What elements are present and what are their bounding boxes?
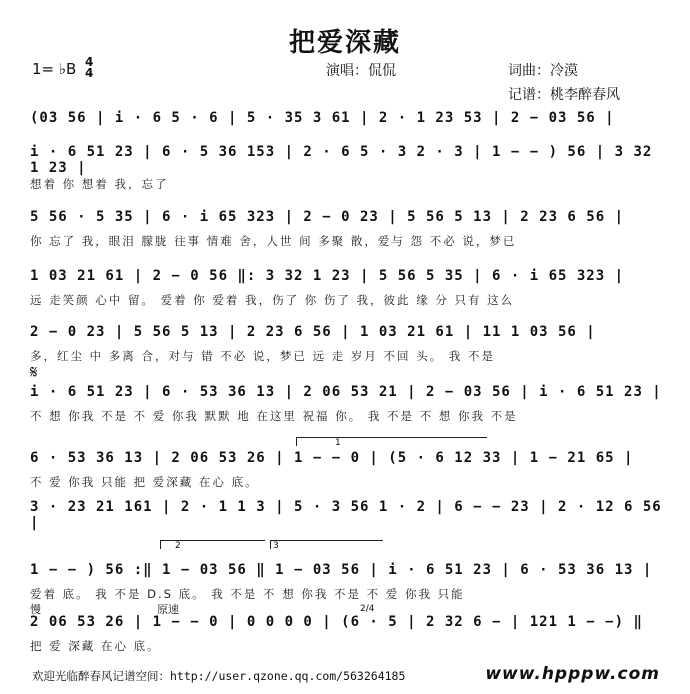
notation-row: 5 56 · 5 35 | 6 · i 65 323 | 2 − 0 23 | 5 56 5 13 | 2 23 6 56 | <box>30 209 625 225</box>
notation-row: 2 − 0 23 | 5 56 5 13 | 2 23 6 56 | 1 03 21 61 | 11 1 03 56 | <box>30 324 596 340</box>
lyric-row: 远 走笑颜 心中 留。 爱着 你 爱着 我，伤了 你 伤了 我，彼此 缘 分 只有 这么 <box>30 293 515 307</box>
lyric-row: 把 爱 深藏 在心 底。 <box>30 639 161 653</box>
lyric-row: 想着 你 想着 我，忘了 <box>30 177 169 191</box>
lyric-row: 多，红尘 中 多离 合，对与 错 不必 说，梦已 远 走 岁月 不回 头。 我 不是 <box>30 349 496 363</box>
notation-row: i · 6 51 23 | 6 · 53 36 13 | 2 06 53 21 | 2 − 03 56 | i · 6 51 23 | <box>30 384 662 400</box>
volta-1-label: 1 <box>335 438 341 448</box>
composer-credit: 词曲：冷漠 <box>508 63 578 79</box>
notation-row: 1 − − ) 56 :‖ 1 − 03 56 ‖ 1 − 03 56 | i · 6 51 23 | 6 · 53 36 13 | <box>30 562 653 578</box>
song-title: 把爱深藏 <box>288 28 401 58</box>
time-change-mark: 2/4 <box>360 604 375 614</box>
notation-row: 2 06 53 26 | 1 − − 0 | 0 0 0 0 | (6 · 5 | 2 32 6 − | 121 1 − −) ‖ <box>30 614 643 630</box>
tempo-orig-mark: 原速 <box>157 603 179 616</box>
notation-row: 6 · 53 36 13 | 2 06 53 26 | 1 − − 0 | (5 · 6 12 33 | 1 − 21 65 | <box>30 450 634 466</box>
watermark: www.hpppw.com <box>485 664 660 684</box>
notation-row: 3 · 23 21 161 | 2 · 1 1 3 | 5 · 3 56 1 · 2 | 6 − − 23 | 2 · 12 6 56 | <box>30 499 662 531</box>
lyric-row: 不 想 你我 不是 不 爱 你我 默默 地 在这里 祝福 你。 我 不是 不 想 你我 不是 <box>30 409 518 423</box>
meter-top: 4 <box>85 55 94 69</box>
lyric-row: 你 忘了 我，眼泪 朦胧 往事 情难 舍，人世 间 多聚 散，爱与 怨 不必 说，梦已 <box>30 234 517 248</box>
notation-row: 1 03 21 61 | 2 − 0 56 ‖: 3 32 1 23 | 5 56 5 35 | 6 · i 65 323 | <box>30 268 625 284</box>
volta-2-label: 2 <box>175 541 181 551</box>
segno-icon: 𝄋 <box>30 362 38 383</box>
transcriber-credit: 记谱：桃李醉春风 <box>508 87 620 103</box>
notation-row: (03 56 | i · 6 5 · 6 | 5 · 35 3 61 | 2 · 1 23 53 | 2 − 03 56 | <box>30 110 615 126</box>
lyric-row: 爱着 底。 我 不是 D.S 底。 我 不是 不 想 你我 不是 不 爱 你我 只能 <box>30 587 465 601</box>
key-signature: 1= ♭B <box>32 60 77 78</box>
time-signature <box>85 57 93 79</box>
slow-mark: 慢 <box>30 603 41 616</box>
singer-credit: 演唱：侃侃 <box>326 63 396 79</box>
meter-bottom: 4 <box>85 66 94 80</box>
notation-row: i · 6 51 23 | 6 · 5 36 153 | 2 · 6 5 · 3 2 · 3 | 1 − − ) 56 | 3 32 1 23 | <box>30 144 653 176</box>
volta-3 <box>270 540 383 549</box>
footer-text: 欢迎光临醉春风记谱空间：http://user.qzone.qq.com/563264185 <box>32 669 406 683</box>
volta-3-label: 3 <box>273 541 279 551</box>
volta-2 <box>160 540 265 549</box>
lyric-row: 不 爱 你我 只能 把 爱深藏 在心 底。 <box>30 475 259 489</box>
volta-1 <box>296 437 487 446</box>
